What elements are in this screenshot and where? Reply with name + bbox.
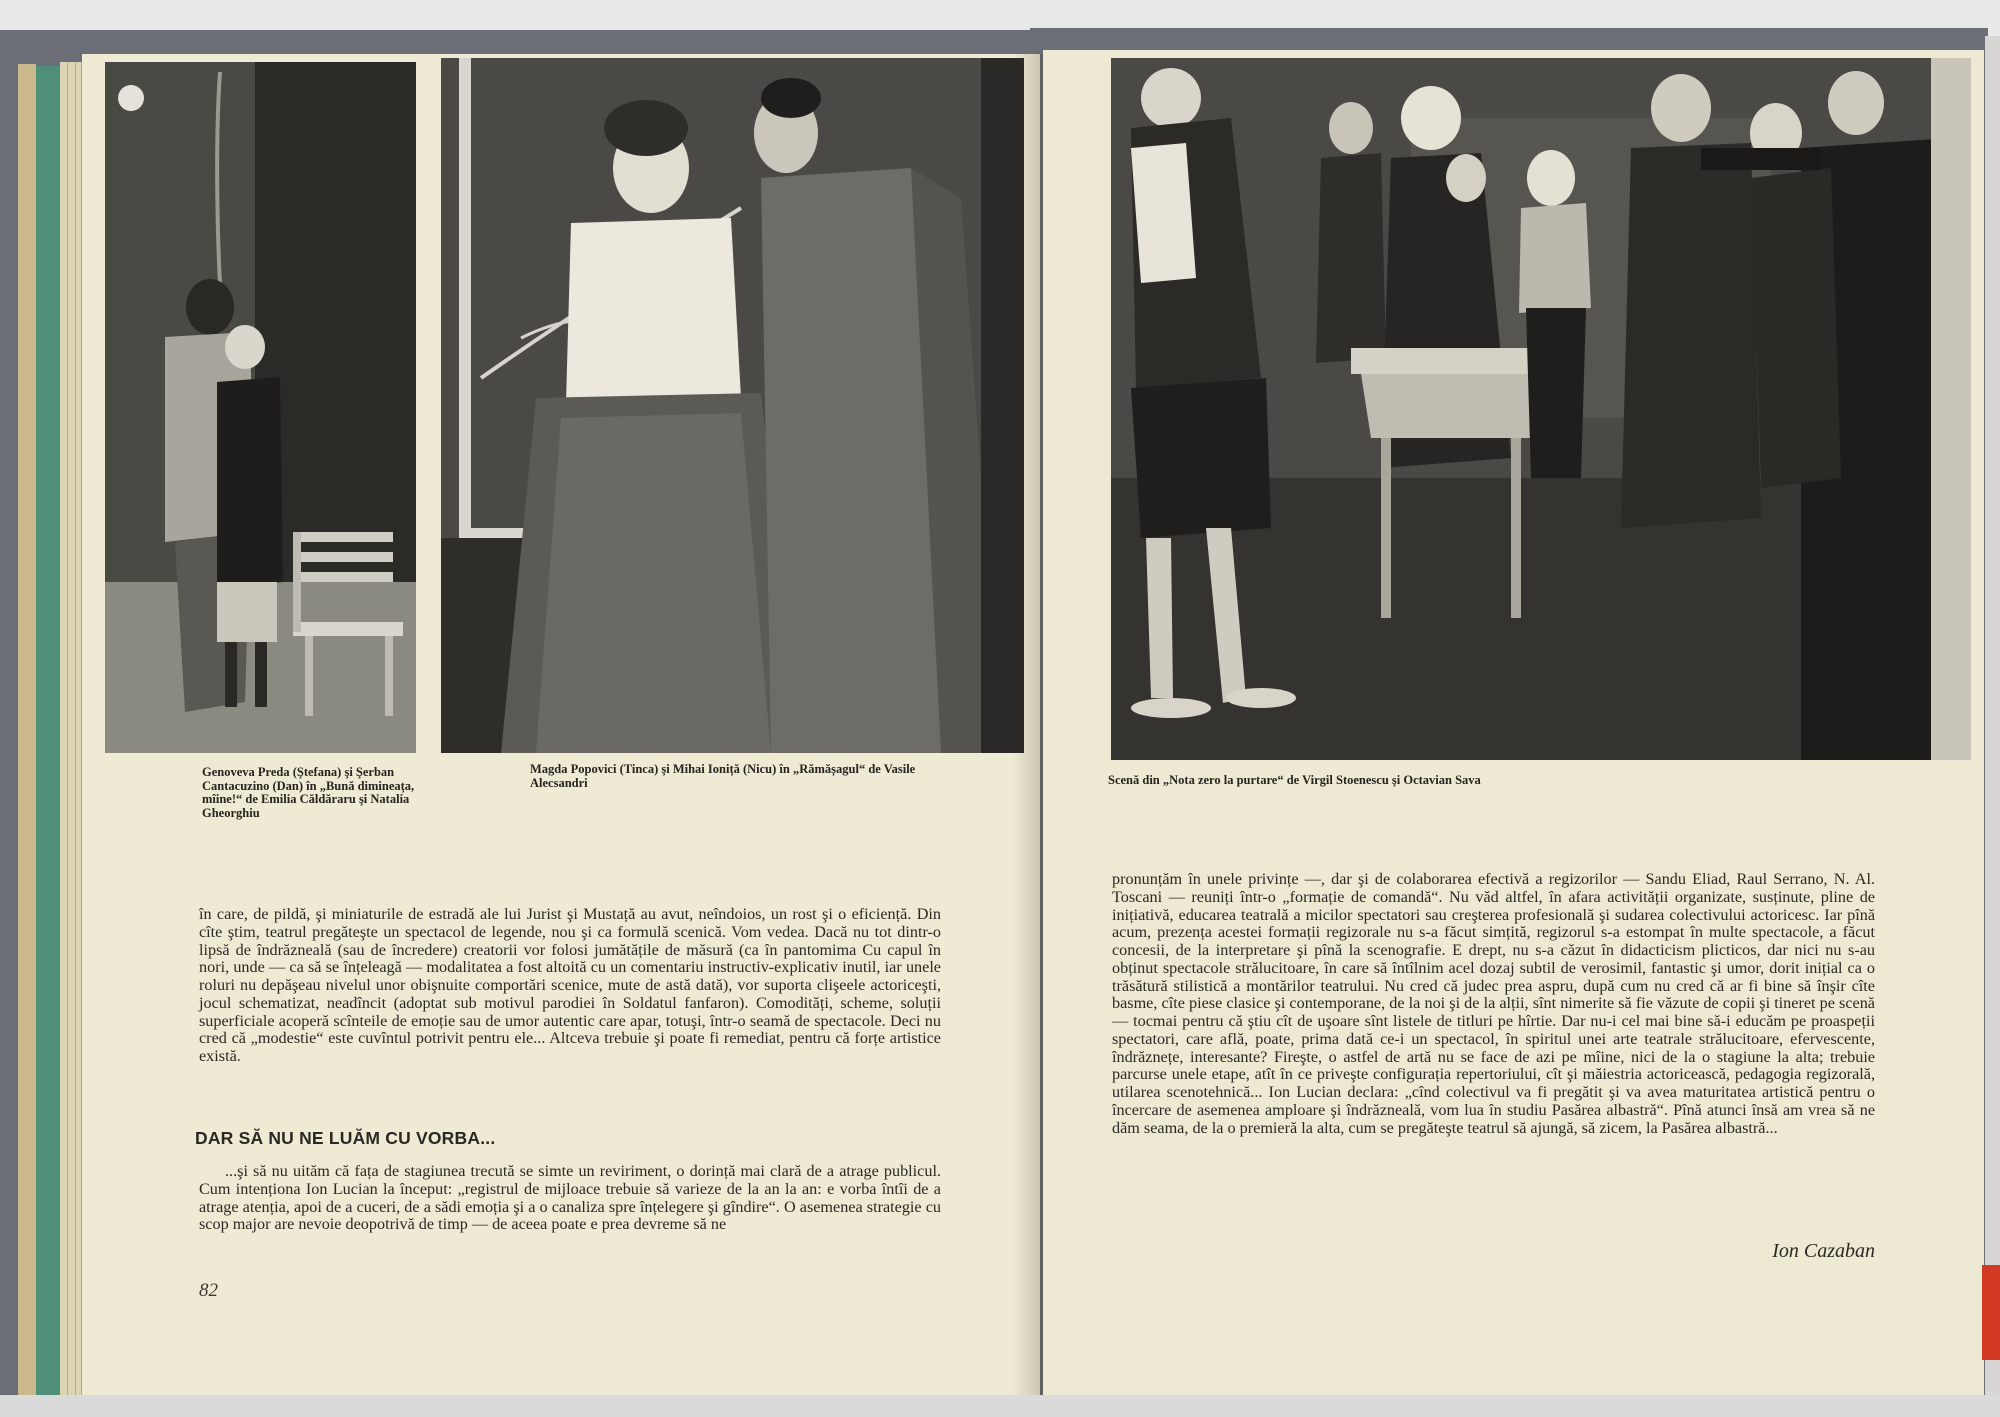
author-signature: Ion Cazaban [1772, 1240, 1875, 1262]
green-bookmark-strip [36, 66, 60, 1396]
section-heading: DAR SĂ NU NE LUĂM CU VORBA... [195, 1128, 496, 1148]
page-edges [18, 64, 36, 1398]
article-paragraph-left-2 [199, 1163, 941, 1234]
left-page [82, 54, 1040, 1400]
caption-photo-bunadimineata: Genoveva Preda (Ştefana) şi Şerban Cantacuzino (Dan) în „Bună dimineața, mîine!“ de Emilia Căldăraru şi Natalia Gheorghiu [202, 765, 415, 820]
page-leaf [68, 62, 76, 1398]
article-paragraph: pronunțăm în unele privințe —, dar şi de colaborarea efectivă a regizorilor — Sandu Eliad, Raul Serrano, N. Al. Toscani — reuniți într-o „formație de comandă“. Nu văd altfel, în afara activității organizate, susținute, pline de inițiativă, educarea teatrală a micilor spectatori sau creşterea profesională şi sudarea colectivului actoricesc. Iar pînă acum, prezența acestei formații regizorale nu s-a făcut simțită, regizorul s-a estompat în multe spectacole, a făcut concesii, de la interpretare şi pînă la scenografie. E drept, nu s-a căzut în didacticism plicticos, dar nici nu s-au obținut spectacole strălucitoare, în care să întîlnim acel dozaj subtil de verosimil, fantastic şi umor, dorit inițial ca o trăsătură stilistică a montărilor teatrului. Nu cred că judec prea aspru, după cum nu cred că ar fi bine să înşir cîte basme, cîte piese clasice şi contemporane, de la noi şi de la alții, sînt nimerite să fie văzute de copii şi tineret pe scenă — tocmai pentru că ştiu cît de uşoare sînt listele de titluri pe hîrtie. Dar nu-i cel mai bine să-i educăm pe proaspeții spectatori, care află, poate, prima dată ce-i un spectacol, în spiritul unei arte teatrale strălucitoare, efervescente, îndrăznețe, interesante? Fireşte, o astfel de artă nu se face de azi pe mîine, nici de la o stagiune la alta; trebuie parcurse unele etape, atît în ce priveşte configurația repertoriului, cît şi măiestria actoricească, pedagogia regizorală, utilarea scenotehnică... Ion Lucian declara: „cînd colectivul va fi pregătit şi va avea maturitatea artistică pentru o încercare de asemenea amploare şi îndrăzneală, vom lua în studiu Pasărea albastră“. Pînă atunci însă am vrea să ne dăm seama, de la o premieră la alta, cum se pregăteşte teatrul să ajungă, să zicem, la Pasărea albastră... [1112, 870, 1875, 1137]
article-paragraph-left-1 [199, 906, 941, 1066]
scanner-background-bottom [0, 1395, 2000, 1417]
red-bookmark-tab [1982, 1265, 2000, 1360]
caption-photo-nota-zero: Scenă din „Nota zero la purtare“ de Virgil Stoenescu şi Octavian Sava [1108, 773, 1481, 787]
article-paragraph: în care, de pildă, şi miniaturile de estradă ale lui Jurist şi Mustață au avut, neîndoios, un rost şi o eficiență. Din cîte ştim, teatrul pregăteşte un spectacol de legende, nou şi ca formulă scenică. Vom vedea. Dacă nu tot dintr-o lipsă de îndrăzneală (sau de încredere) creatorii vor folosi jumătățile de măsură (ca în pantomima Cu capul în nori, unde — ca să se înțeleagă — modalitatea a fost altoită cu un comentariu instructiv-explicativ inutil, iar unele roluri nu depăşeau nivelul unor obişnuite comportări scenice, mute de astă dată), vor suporta clişeele actoriceşti, jocul schematizat, neadîncit (adoptat sub motivul parodiei în Soldatul fanfaron). Comodități, scheme, soluții superficiale acoperă scînteile de emoție sau de umor autentic care apar, totuşi, într-o seamă de spectacole. Deci nu cred că „modestie“ este cuvîntul potrivit pentru ele... Altceva trebuie şi poate fi remediat, pentru că forțe artistice există. [199, 905, 941, 1065]
photo-nota-zero-la-purtare [1111, 58, 1971, 760]
article-paragraph-right [1112, 871, 1875, 1137]
caption-photo-ramasagul: Magda Popovici (Tinca) şi Mihai Ioniță (Nicu) în „Rămășagul“ de Vasile Alecsandri [530, 762, 916, 790]
photo-bunadimineata [105, 62, 416, 753]
page-number: 82 [199, 1280, 218, 1301]
right-page [1043, 50, 1984, 1395]
article-paragraph: ...şi să nu uităm că fața de stagiunea trecută se simte un reviriment, o dorință mai clară de a atrage publicul. Cum intenționa Ion Lucian la început: „registrul de mijloace trebuie să varieze de la an la an: e vorba întîi de a atrage atenția, apoi de a cuceri, de a sădi emoția şi a o canaliza spre înțelegere şi gîndire“. O asemenea strategie cu scop major are nevoie deopotrivă de timp — de aceea poate e prea devreme să ne [199, 1162, 941, 1234]
page-leaf [60, 62, 68, 1398]
photo-ramasagul [441, 58, 1024, 753]
scanner-background-right [1985, 36, 2000, 1417]
